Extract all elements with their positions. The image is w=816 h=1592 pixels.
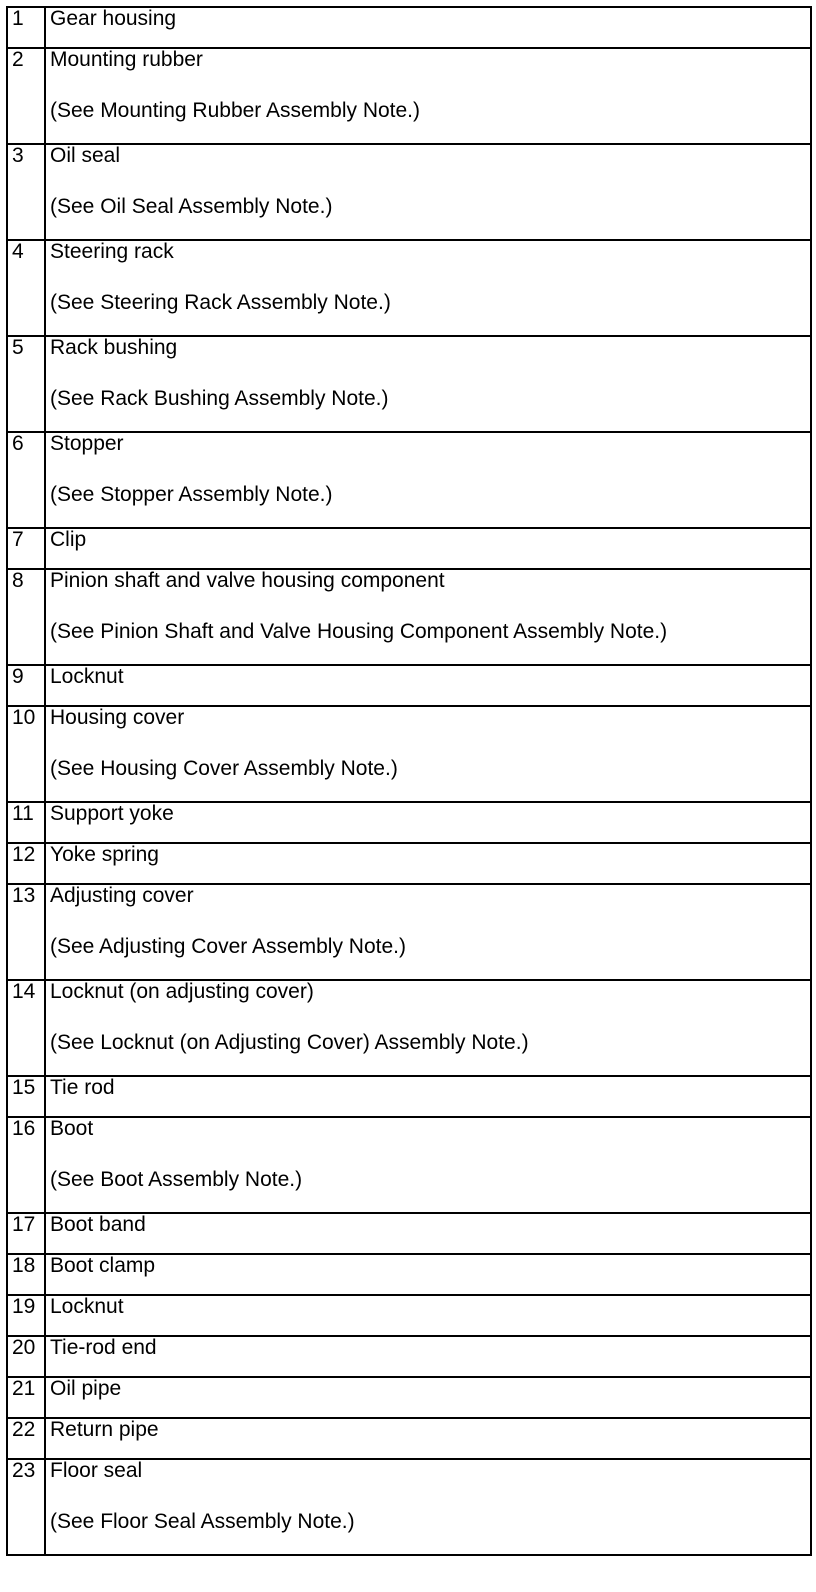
table-row: [7, 1076, 811, 1117]
part-number: 6: [7, 432, 45, 528]
part-description: [45, 1076, 811, 1117]
part-name: Support yoke: [50, 802, 174, 825]
part-number: 17: [7, 1213, 45, 1254]
part-description: [45, 802, 811, 843]
part-description: [45, 48, 811, 144]
part-note: (See Oil Seal Assembly Note.): [50, 195, 333, 218]
part-note: (See Mounting Rubber Assembly Note.): [50, 99, 421, 122]
part-number: 14: [7, 980, 45, 1076]
part-name: Boot clamp: [50, 1254, 156, 1277]
part-number: 11: [7, 802, 45, 843]
part-number: 23: [7, 1459, 45, 1555]
part-name: Pinion shaft and valve housing component: [50, 569, 445, 592]
part-description: [45, 980, 811, 1076]
part-note: (See Floor Seal Assembly Note.): [50, 1510, 355, 1533]
table-row: [7, 48, 811, 144]
part-name: Steering rack: [50, 240, 174, 263]
part-number: 9: [7, 665, 45, 706]
part-description: [45, 1254, 811, 1295]
table-row: [7, 1459, 811, 1555]
parts-table: [6, 6, 812, 1556]
part-number: 19: [7, 1295, 45, 1336]
part-description: [45, 432, 811, 528]
table-row: [7, 144, 811, 240]
table-row: [7, 802, 811, 843]
part-description: [45, 7, 811, 48]
part-number: 13: [7, 884, 45, 980]
part-note: (See Pinion Shaft and Valve Housing Component Assembly Note.): [50, 620, 668, 643]
part-name: Oil pipe: [50, 1377, 122, 1400]
part-number: 16: [7, 1117, 45, 1213]
part-name: Yoke spring: [50, 843, 159, 866]
part-description: [45, 1117, 811, 1213]
part-name: Housing cover: [50, 706, 185, 729]
part-name: Floor seal: [50, 1459, 143, 1482]
part-number: 15: [7, 1076, 45, 1117]
table-row: [7, 980, 811, 1076]
part-description: [45, 240, 811, 336]
parts-table-body: [7, 7, 811, 1555]
part-number: 5: [7, 336, 45, 432]
part-number: 22: [7, 1418, 45, 1459]
part-description: [45, 144, 811, 240]
part-note: (See Rack Bushing Assembly Note.): [50, 387, 389, 410]
part-name: Clip: [50, 528, 87, 551]
table-row: [7, 432, 811, 528]
table-row: [7, 1254, 811, 1295]
part-name: Mounting rubber: [50, 48, 203, 71]
table-row: [7, 1377, 811, 1418]
part-number: 4: [7, 240, 45, 336]
table-row: [7, 569, 811, 665]
part-name: Locknut: [50, 1295, 124, 1318]
part-number: 20: [7, 1336, 45, 1377]
part-note: (See Steering Rack Assembly Note.): [50, 291, 391, 314]
part-name: Rack bushing: [50, 336, 178, 359]
table-row: [7, 665, 811, 706]
part-name: Locknut: [50, 665, 124, 688]
part-name: Oil seal: [50, 144, 121, 167]
table-row: [7, 7, 811, 48]
part-description: [45, 336, 811, 432]
part-number: 12: [7, 843, 45, 884]
table-row: [7, 843, 811, 884]
table-row: [7, 884, 811, 980]
part-description: [45, 665, 811, 706]
part-description: [45, 569, 811, 665]
part-name: Gear housing: [50, 7, 177, 30]
table-row: [7, 240, 811, 336]
table-row: [7, 336, 811, 432]
table-row: [7, 706, 811, 802]
part-name: Adjusting cover: [50, 884, 194, 907]
table-row: [7, 1336, 811, 1377]
part-note: (See Boot Assembly Note.): [50, 1168, 303, 1191]
part-description: [45, 1418, 811, 1459]
part-name: Tie rod: [50, 1076, 115, 1099]
table-row: [7, 1117, 811, 1213]
part-number: 1: [7, 7, 45, 48]
part-description: [45, 1336, 811, 1377]
part-number: 2: [7, 48, 45, 144]
part-number: 10: [7, 706, 45, 802]
part-description: [45, 706, 811, 802]
table-row: [7, 1295, 811, 1336]
part-note: (See Adjusting Cover Assembly Note.): [50, 935, 406, 958]
part-description: [45, 1213, 811, 1254]
table-row: [7, 528, 811, 569]
part-name: Tie-rod end: [50, 1336, 157, 1359]
part-note: (See Stopper Assembly Note.): [50, 483, 333, 506]
part-name: Boot: [50, 1117, 94, 1140]
part-description: [45, 1459, 811, 1555]
part-description: [45, 843, 811, 884]
table-row: [7, 1418, 811, 1459]
part-description: [45, 1295, 811, 1336]
part-number: 21: [7, 1377, 45, 1418]
part-name: Stopper: [50, 432, 124, 455]
part-note: (See Locknut (on Adjusting Cover) Assembly Note.): [50, 1031, 529, 1054]
part-name: Boot band: [50, 1213, 146, 1236]
part-number: 3: [7, 144, 45, 240]
part-name: Return pipe: [50, 1418, 159, 1441]
part-number: 8: [7, 569, 45, 665]
part-description: [45, 528, 811, 569]
part-name: Locknut (on adjusting cover): [50, 980, 314, 1003]
part-description: [45, 884, 811, 980]
part-number: 18: [7, 1254, 45, 1295]
table-row: [7, 1213, 811, 1254]
part-note: (See Housing Cover Assembly Note.): [50, 757, 398, 780]
part-description: [45, 1377, 811, 1418]
part-number: 7: [7, 528, 45, 569]
